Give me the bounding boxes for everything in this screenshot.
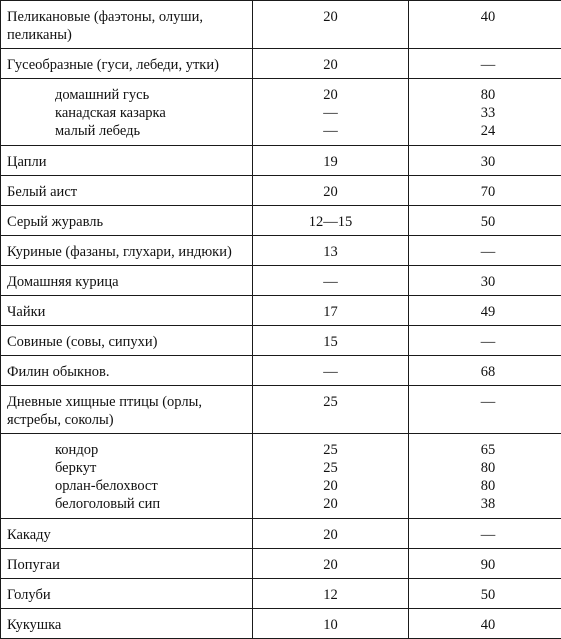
value-text: 30	[480, 154, 496, 170]
species-cell	[1, 49, 253, 79]
value-text: 20	[323, 9, 338, 25]
species-label: Гусеобразные (гуси, лебеди, утки)	[7, 57, 219, 73]
table-row	[1, 609, 561, 639]
species-label: беркут	[55, 460, 97, 476]
species-label: Цапли	[7, 154, 47, 170]
value-cell-1	[253, 146, 409, 176]
species-label: белоголовый сип	[55, 496, 161, 512]
value-cell-2	[409, 434, 561, 519]
value-cell-1	[253, 266, 409, 296]
value-text: 38	[480, 496, 496, 512]
value-cell-1	[253, 1, 409, 49]
value-text: 12	[323, 587, 338, 603]
species-label: Белый аист	[7, 184, 78, 200]
species-label: Совиные (совы, сипухи)	[7, 334, 158, 350]
value-text: 13	[323, 244, 338, 260]
table-row	[1, 386, 561, 434]
species-cell	[1, 326, 253, 356]
species-cell	[1, 206, 253, 236]
value-text: 20	[323, 496, 338, 512]
species-label: Филин обыкнов.	[7, 364, 110, 380]
table-row	[1, 549, 561, 579]
value-text: 20	[323, 478, 338, 494]
value-cell-2	[409, 266, 561, 296]
table-row	[1, 266, 561, 296]
species-label: Кукушка	[7, 617, 62, 633]
value-cell-2	[409, 49, 561, 79]
table-row	[1, 579, 561, 609]
value-text: —	[480, 57, 496, 73]
value-cell-1	[253, 176, 409, 206]
value-cell-1	[253, 519, 409, 549]
value-text: 20	[323, 557, 338, 573]
species-cell	[1, 176, 253, 206]
value-text: 10	[323, 617, 338, 633]
value-text: 25	[323, 442, 338, 458]
value-text: 70	[480, 184, 496, 200]
species-label: пеликаны)	[7, 27, 72, 43]
species-label: орлан-белохвост	[55, 478, 158, 494]
species-cell	[1, 386, 253, 434]
table-row	[1, 356, 561, 386]
table-row	[1, 236, 561, 266]
value-text: 12—15	[308, 214, 353, 230]
value-cell-1	[253, 386, 409, 434]
value-text: —	[480, 527, 496, 543]
species-cell	[1, 236, 253, 266]
value-cell-1	[253, 434, 409, 519]
table-row	[1, 206, 561, 236]
species-label: Чайки	[7, 304, 46, 320]
value-text: 15	[323, 334, 338, 350]
value-cell-1	[253, 609, 409, 639]
value-text: 25	[323, 394, 338, 410]
species-cell	[1, 356, 253, 386]
value-text: 30	[480, 274, 496, 290]
value-cell-2	[409, 326, 561, 356]
value-cell-1	[253, 206, 409, 236]
value-text: 80	[480, 87, 496, 103]
value-cell-1	[253, 326, 409, 356]
value-text: —	[323, 105, 338, 121]
table-row	[1, 519, 561, 549]
species-cell	[1, 519, 253, 549]
value-text: 65	[480, 442, 496, 458]
value-text: 20	[323, 527, 338, 543]
value-text: 20	[323, 87, 338, 103]
value-text: 20	[323, 57, 338, 73]
value-cell-2	[409, 609, 561, 639]
species-label: Пеликановые (фаэтоны, олуши,	[7, 9, 203, 25]
species-label: малый лебедь	[55, 123, 141, 139]
value-text: —	[480, 244, 496, 260]
species-label: домашний гусь	[55, 87, 150, 103]
value-cell-2	[409, 146, 561, 176]
value-cell-1	[253, 79, 409, 146]
species-cell	[1, 434, 253, 519]
value-cell-2	[409, 549, 561, 579]
table-row	[1, 49, 561, 79]
species-label: Попугаи	[7, 557, 60, 573]
value-cell-2	[409, 236, 561, 266]
value-text: 90	[480, 557, 496, 573]
species-cell	[1, 579, 253, 609]
value-text: 50	[480, 587, 496, 603]
value-text: 40	[480, 9, 496, 25]
value-text: —	[323, 274, 338, 290]
species-label: Голуби	[7, 587, 51, 603]
value-text: 20	[323, 184, 338, 200]
value-text: —	[323, 123, 338, 139]
species-cell	[1, 266, 253, 296]
table-row	[1, 434, 561, 519]
value-cell-1	[253, 236, 409, 266]
species-label: Серый журавль	[7, 214, 104, 230]
value-text: —	[323, 364, 338, 380]
value-text: 80	[480, 478, 496, 494]
value-text: 50	[480, 214, 496, 230]
value-cell-1	[253, 549, 409, 579]
value-cell-1	[253, 579, 409, 609]
value-cell-2	[409, 1, 561, 49]
value-cell-2	[409, 519, 561, 549]
value-cell-1	[253, 49, 409, 79]
value-text: 40	[480, 617, 496, 633]
value-cell-2	[409, 356, 561, 386]
value-text: 49	[480, 304, 496, 320]
species-label: ястребы, соколы)	[7, 412, 114, 428]
value-text: 24	[480, 123, 496, 139]
table-row	[1, 79, 561, 146]
species-label: Дневные хищные птицы (орлы,	[7, 394, 202, 410]
value-cell-2	[409, 386, 561, 434]
table-row	[1, 1, 561, 49]
table-body	[1, 1, 561, 639]
species-cell	[1, 1, 253, 49]
species-cell	[1, 609, 253, 639]
species-cell	[1, 296, 253, 326]
value-cell-2	[409, 176, 561, 206]
species-label: кондор	[55, 442, 99, 458]
value-cell-1	[253, 296, 409, 326]
species-label: Какаду	[7, 527, 51, 543]
species-label: канадская казарка	[55, 105, 166, 121]
value-cell-2	[409, 79, 561, 146]
value-text: 19	[323, 154, 338, 170]
species-cell	[1, 146, 253, 176]
table-row	[1, 296, 561, 326]
value-text: 68	[480, 364, 496, 380]
value-text: 25	[323, 460, 338, 476]
value-cell-1	[253, 356, 409, 386]
value-text: 33	[480, 105, 496, 121]
value-text: 80	[480, 460, 496, 476]
value-text: —	[480, 334, 496, 350]
value-cell-2	[409, 579, 561, 609]
species-cell	[1, 79, 253, 146]
species-label: Куриные (фазаны, глухари, индюки)	[7, 244, 232, 260]
table-row	[1, 326, 561, 356]
table-row	[1, 176, 561, 206]
value-text: —	[480, 394, 496, 410]
value-text: 17	[323, 304, 338, 320]
value-cell-2	[409, 296, 561, 326]
species-cell	[1, 549, 253, 579]
species-label: Домашняя курица	[7, 274, 119, 290]
table-row	[1, 146, 561, 176]
value-cell-2	[409, 206, 561, 236]
